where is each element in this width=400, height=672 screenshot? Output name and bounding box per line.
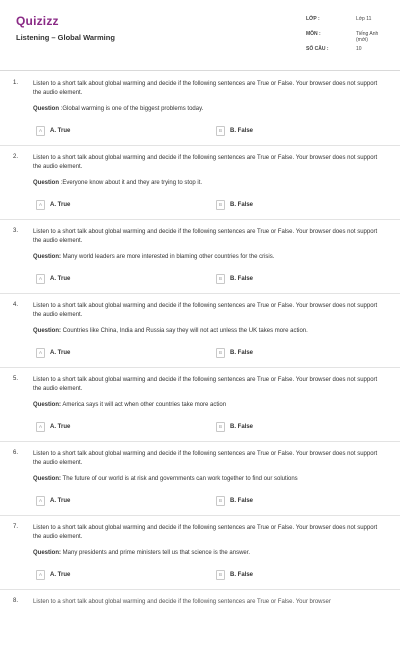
question-number: 1. [13, 80, 19, 86]
meta-row-class [306, 16, 386, 31]
option-b-label: B. False [230, 202, 254, 208]
question-divider [0, 219, 400, 220]
question-statement-text: :Everyone know about it and they are trying to stop it. [59, 180, 203, 186]
meta-row-count [306, 46, 386, 61]
worksheet-meta [306, 16, 386, 61]
option-false[interactable] [216, 126, 253, 136]
question-statement [33, 550, 385, 556]
option-true[interactable] [36, 274, 70, 284]
question-statement-text: America says it will act when other countries take more action [61, 402, 227, 408]
question-item [0, 598, 400, 672]
meta-key: SỐ CÂU : [306, 46, 329, 52]
question-item [0, 376, 400, 450]
option-a-box[interactable]: A [36, 126, 45, 136]
question-label: Question: [33, 476, 61, 482]
meta-value: Tiếng Anh (mới) [356, 31, 379, 43]
question-item [0, 302, 400, 376]
question-prompt: Listen to a short talk about global warming and decide if the following sentences are True or False. Your browser does not support the audio element. [33, 525, 378, 540]
option-a-label: A. True [50, 276, 71, 282]
question-statement-text: Countries like China, India and Russia say they will not act unless the UK takes more action. [61, 328, 308, 334]
meta-value: Lớp 11 [356, 16, 372, 22]
option-b-label: B. False [230, 128, 254, 134]
question-number: 2. [13, 154, 19, 160]
question-statement-text: Many world leaders are more interested in blaming other countries for the crisis. [61, 254, 275, 260]
option-a-label: A. True [50, 498, 71, 504]
option-b-box[interactable]: B [216, 570, 225, 580]
question-prompt: Listen to a short talk about global warming and decide if the following sentences are True or False. Your browser does not support the audio element. [33, 377, 378, 392]
option-b-label: B. False [230, 424, 254, 430]
question-list [0, 80, 400, 672]
question-statement [33, 402, 385, 408]
option-b-box[interactable]: B [216, 348, 225, 358]
question-prompt: Listen to a short talk about global warming and decide if the following sentences are True or False. Your browser does not support the audio element. [33, 303, 378, 318]
question-label: Question: [33, 254, 61, 260]
question-divider [0, 145, 400, 146]
option-a-box[interactable]: A [36, 422, 45, 432]
question-prompt: Listen to a short talk about global warming and decide if the following sentences are True or False. Your browser does not support the audio element. [33, 155, 378, 170]
question-divider [0, 367, 400, 368]
quizizz-logo: Quizizz [16, 14, 59, 28]
question-item [0, 154, 400, 228]
question-statement [33, 180, 385, 186]
meta-key: LỚP : [306, 16, 320, 22]
option-true[interactable] [36, 200, 70, 210]
option-b-box[interactable]: B [216, 200, 225, 210]
option-a-label: A. True [50, 202, 71, 208]
option-false[interactable] [216, 200, 253, 210]
meta-row-subject [306, 31, 386, 46]
question-prompt: Listen to a short talk about global warming and decide if the following sentences are True or False. Your browser [33, 599, 331, 605]
question-statement-text: The future of our world is at risk and governments can work together to find our solutions [61, 476, 298, 482]
option-true[interactable] [36, 422, 70, 432]
question-label: Question: [33, 550, 61, 556]
question-prompt: Listen to a short talk about global warming and decide if the following sentences are True or False. Your browser does not support the audio element. [33, 81, 378, 96]
option-a-label: A. True [50, 350, 71, 356]
question-number: 6. [13, 450, 19, 456]
option-false[interactable] [216, 570, 253, 580]
option-a-box[interactable]: A [36, 570, 45, 580]
option-b-label: B. False [230, 572, 254, 578]
question-statement [33, 254, 385, 260]
question-statement [33, 328, 385, 334]
option-true[interactable] [36, 126, 70, 136]
question-divider [0, 441, 400, 442]
question-item [0, 524, 400, 598]
option-a-box[interactable]: A [36, 496, 45, 506]
question-item [0, 450, 400, 524]
option-b-box[interactable]: B [216, 274, 225, 284]
option-a-label: A. True [50, 572, 71, 578]
option-a-box[interactable]: A [36, 274, 45, 284]
option-false[interactable] [216, 348, 253, 358]
question-statement [33, 476, 385, 482]
question-number: 8. [13, 598, 19, 604]
question-divider [0, 589, 400, 590]
option-b-label: B. False [230, 276, 254, 282]
header-divider [0, 70, 400, 71]
question-statement-text: :Global warming is one of the biggest problems today. [59, 106, 204, 112]
meta-key: MÔN : [306, 31, 321, 37]
option-b-label: B. False [230, 350, 254, 356]
page-title: Listening – Global Warming [16, 33, 115, 42]
question-item [0, 80, 400, 154]
question-number: 5. [13, 376, 19, 382]
option-a-box[interactable]: A [36, 200, 45, 210]
question-prompt: Listen to a short talk about global warming and decide if the following sentences are True or False. Your browser does not support the audio element. [33, 229, 378, 244]
question-number: 3. [13, 228, 19, 234]
option-b-box[interactable]: B [216, 422, 225, 432]
question-label: Question [33, 180, 60, 186]
option-a-box[interactable]: A [36, 348, 45, 358]
option-true[interactable] [36, 496, 70, 506]
question-label: Question: [33, 328, 61, 334]
option-true[interactable] [36, 348, 70, 358]
option-false[interactable] [216, 422, 253, 432]
question-label: Question [33, 106, 60, 112]
option-a-label: A. True [50, 424, 71, 430]
question-item [0, 228, 400, 302]
question-divider [0, 515, 400, 516]
worksheet-header [16, 14, 386, 66]
option-b-label: B. False [230, 498, 254, 504]
option-a-label: A. True [50, 128, 71, 134]
option-false[interactable] [216, 274, 253, 284]
question-divider [0, 293, 400, 294]
question-number: 7. [13, 524, 19, 530]
meta-value: 10 [356, 46, 362, 52]
question-statement-text: Many presidents and prime ministers tell us that science is the answer. [61, 550, 251, 556]
option-b-box[interactable]: B [216, 496, 225, 506]
option-false[interactable] [216, 496, 253, 506]
question-statement [33, 106, 385, 112]
option-true[interactable] [36, 570, 70, 580]
question-number: 4. [13, 302, 19, 308]
question-prompt: Listen to a short talk about global warming and decide if the following sentences are True or False. Your browser does not support the audio element. [33, 451, 378, 466]
question-label: Question: [33, 402, 61, 408]
option-b-box[interactable]: B [216, 126, 225, 136]
